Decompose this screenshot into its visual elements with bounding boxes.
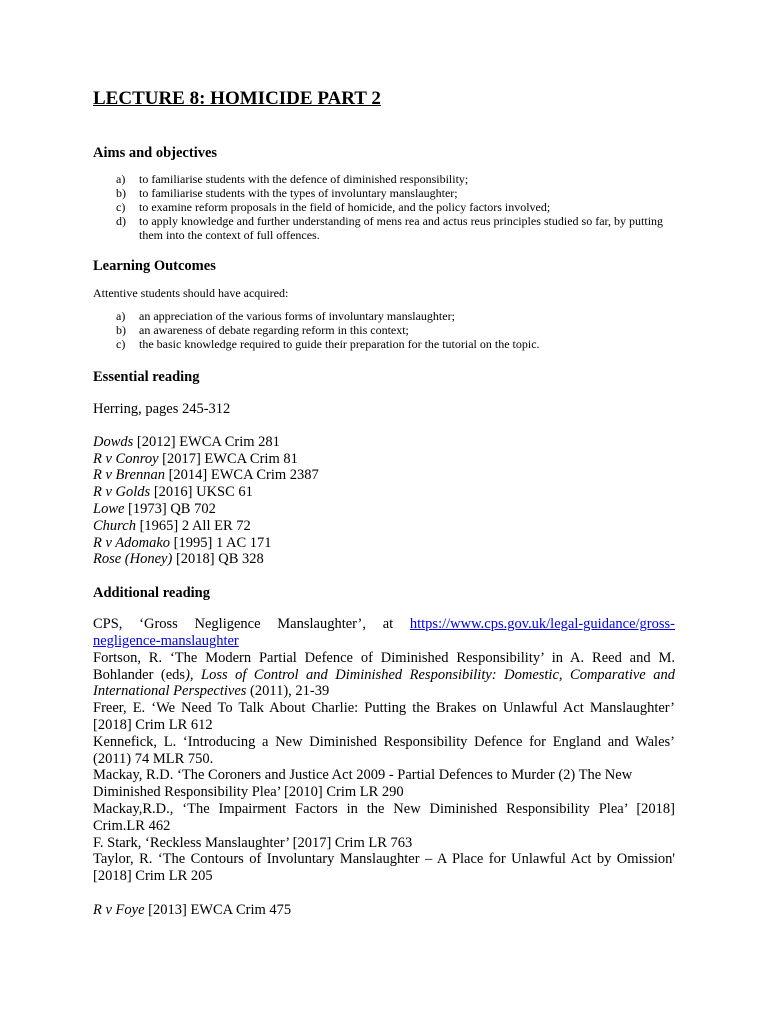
case-citation [93,451,675,468]
essential-case-list [93,434,675,568]
outcomes-heading: Learning Outcomes [93,258,216,274]
additional-reference-list [93,616,675,885]
list-item-text: to familiarise students with the defence of diminished responsibility; [139,172,469,186]
case-cite: [1973] QB 702 [124,500,216,517]
list-item-text: to apply knowledge and further understanding of mens rea and actus reus principles studied so far, by putting them into the context of full offences. [139,214,664,242]
outcomes-intro: Attentive students should have acquired: [93,286,289,300]
case-name: R v Foye [93,901,145,918]
case-name: Dowds [93,433,134,450]
list-marker: c) [116,200,126,214]
list-marker: d) [116,214,126,228]
case-name: R v Golds [93,484,151,501]
outcomes-item [93,337,675,351]
list-item-text: to familiarise students with the types of involuntary manslaughter; [139,186,458,200]
case-citation [93,484,675,501]
page-title: LECTURE 8: HOMICIDE PART 2 [93,88,381,109]
case-name: Church [93,517,136,534]
case-name: R v Conroy [93,450,159,467]
list-item-text: an appreciation of the various forms of involuntary manslaughter; [139,309,455,323]
case-name: Lowe [93,500,125,517]
case-cite: [2014] EWCA Crim 2387 [164,467,319,484]
case-citation [93,535,675,552]
reference-stark: F. Stark, ‘Reckless Manslaughter’ [2017] Crim LR 763 [93,834,413,851]
reference-book-title: ), Loss of Control and Diminished Responsibility: Domestic, Comparative and International Perspectives [93,666,675,700]
aims-item [93,172,675,186]
case-cite: [2013] EWCA Crim 475 [144,901,292,918]
list-item-text: to examine reform proposals in the field of homicide, and the policy factors involved; [139,200,551,214]
list-marker: b) [116,186,126,200]
list-item-text: an awareness of debate regarding reform in this context; [139,323,409,337]
case-cite: [2012] EWCA Crim 281 [133,433,280,450]
reference-text: (2011), 21-39 [246,683,330,700]
reference-mackay-2018: Mackay,R.D., ‘The Impairment Factors in the New Diminished Responsibility Plea’ [2018] Crim.LR 462 [93,800,675,834]
list-item-text: the basic knowledge required to guide their preparation for the tutorial on the topic. [139,337,540,351]
essential-textbook: Herring, pages 245-312 [93,401,231,417]
reference-cps [93,616,675,650]
aims-heading: Aims and objectives [93,145,218,161]
case-cite: [2016] UKSC 61 [150,484,253,501]
reference-mackay-2010: Mackay, R.D. ‘The Coroners and Justice Act 2009 - Partial Defences to Murder (2) The New Diminished Responsibility Plea’ [2010] Crim LR 290 [93,767,633,801]
case-cite: [2018] QB 328 [172,551,264,568]
cps-guidance-link[interactable]: https://www.cps.gov.uk/legal-guidance/gross-negligence-manslaughter [93,616,675,649]
reference-taylor: Taylor, R. ‘The Contours of Involuntary Manslaughter – A Place for Unlawful Act by Omission' [2018] Crim LR 205 [93,851,675,885]
case-citation-foye [93,902,675,919]
case-cite: [2017] EWCA Crim 81 [158,450,298,467]
document-content [93,86,675,919]
reference-kennefick: Kennefick, L. ‘Introducing a New Diminished Responsibility Defence for England and Wales’ (2011) 74 MLR 750. [93,733,675,767]
aims-item [93,200,675,214]
case-cite: [1965] 2 All ER 72 [135,517,251,534]
case-name: Rose (Honey) [93,551,173,568]
case-citation [93,518,675,535]
case-citation [93,501,675,518]
outcomes-list [93,309,675,351]
case-citation [93,551,675,568]
aims-item [93,186,675,200]
outcomes-item [93,323,675,337]
case-cite: [1995] 1 AC 171 [170,534,272,551]
list-marker: b) [116,323,126,337]
additional-heading: Additional reading [93,585,210,602]
case-name: R v Brennan [93,467,165,484]
list-marker: c) [116,337,126,351]
case-name: R v Adomako [93,534,171,551]
reference-text: Fortson, R. ‘The Modern Partial Defence of Diminished Responsibility’ in A. Reed and M. Bohlander (eds [93,649,675,683]
aims-item [93,214,675,242]
case-citation [93,467,675,484]
case-citation [93,434,675,451]
list-marker: a) [116,172,126,186]
outcomes-item [93,309,675,323]
reference-fortson [93,650,675,700]
reference-freer: Freer, E. ‘We Need To Talk About Charlie: Putting the Brakes on Unlawful Act Manslaughter’ [2018] Crim LR 612 [93,700,675,733]
aims-list [93,172,675,242]
list-marker: a) [116,309,126,323]
essential-heading: Essential reading [93,369,200,385]
reference-text: CPS, ‘Gross Negligence Manslaughter’, at [93,616,410,633]
